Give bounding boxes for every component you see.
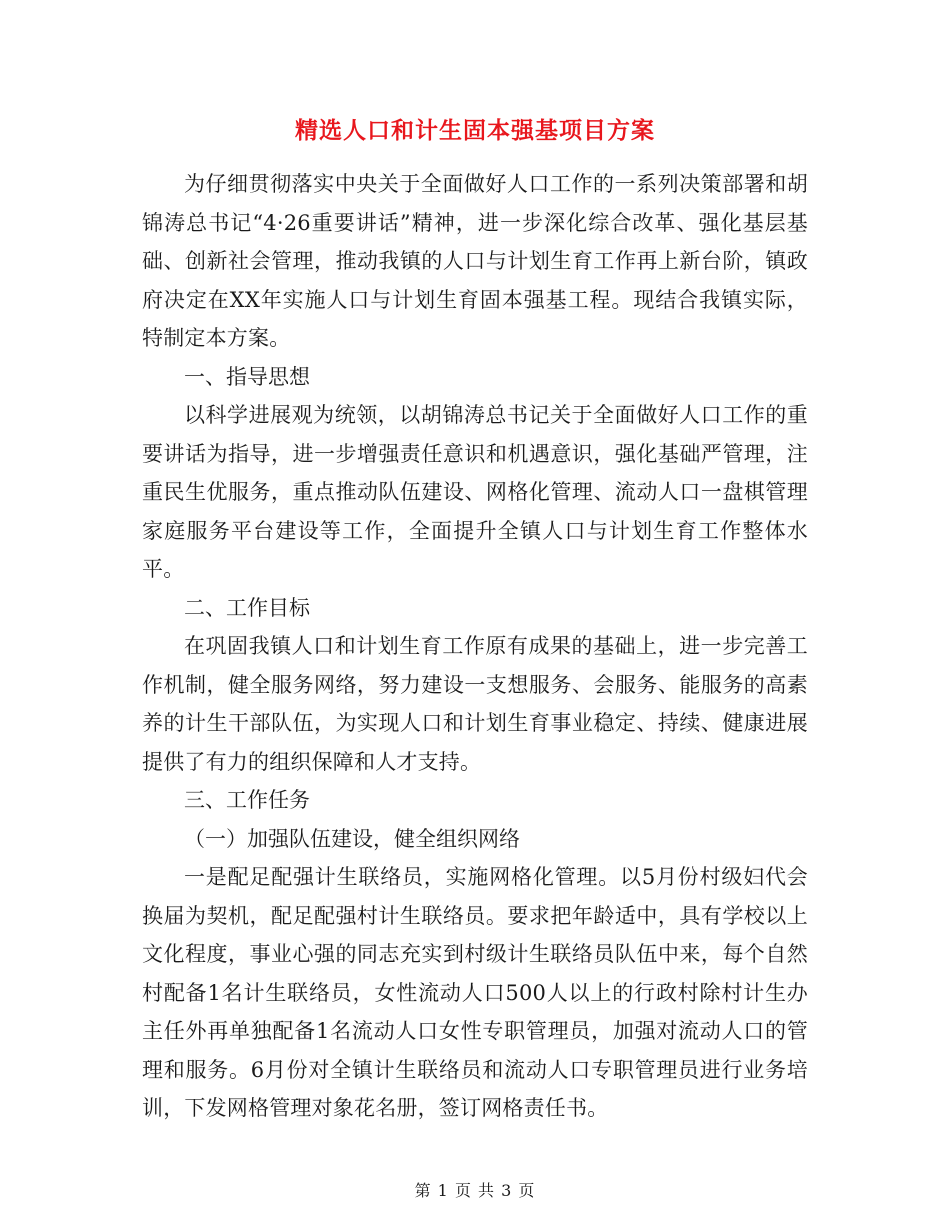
work-goals-paragraph: 在巩固我镇人口和计划生育工作原有成果的基础上，进一步完善工作机制，健全服务网络，努力建设一支想服务、会服务、能服务的高素养的计生干部队伍，为实现人口和计划生育事业稳定、持续、健康进展提供了有力的组织保障和人才支持。	[142, 634, 808, 774]
subsection-heading-team-building: （一）加强队伍建设，健全组织网络	[184, 826, 520, 851]
document-title: 精选人口和计生固本强基项目方案	[295, 117, 655, 144]
guiding-ideology-paragraph: 以科学进展观为统领，以胡锦涛总书记关于全面做好人口工作的重要讲话为指导，进一步增强责任意识和机遇意识，强化基础严管理，注重民生优服务，重点推动队伍建设、网格化管理、流动人口一盘棋管理家庭服务平台建设等工作，全面提升全镇人口与计划生育工作整体水平。	[142, 403, 808, 581]
section-heading-work-goals: 二、工作目标	[184, 595, 310, 620]
section-heading-guiding-ideology: 一、指导思想	[184, 364, 310, 389]
intro-paragraph: 为仔细贯彻落实中央关于全面做好人口工作的一系列决策部署和胡锦涛总书记“4·26重要讲话”精神，进一步深化综合改革、强化基层基础、创新社会管理，推动我镇的人口与计划生育工作再上新台阶，镇政府决定在XX年实施人口与计划生育固本强基工程。现结合我镇实际，特制定本方案。	[142, 172, 808, 350]
document-body	[142, 165, 808, 1128]
page-number-footer: 第 1 页 共 3 页	[414, 1181, 536, 1200]
team-building-paragraph: 一是配足配强计生联络员，实施网格化管理。以5月份村级妇代会换届为契机，配足配强村计生联络员。要求把年龄适中，具有学校以上文化程度，事业心强的同志充实到村级计生联络员队伍中来，每个自然村配备1名计生联络员，女性流动人口500人以上的行政村除村计生办主任外再单独配备1名流动人口女性专职管理员，加强对流动人口的管理和服务。6月份对全镇计生联络员和流动人口专职管理员进行业务培训，下发网格管理对象花名册，签订网格责任书。	[142, 865, 808, 1120]
section-heading-work-tasks: 三、工作任务	[184, 788, 310, 812]
